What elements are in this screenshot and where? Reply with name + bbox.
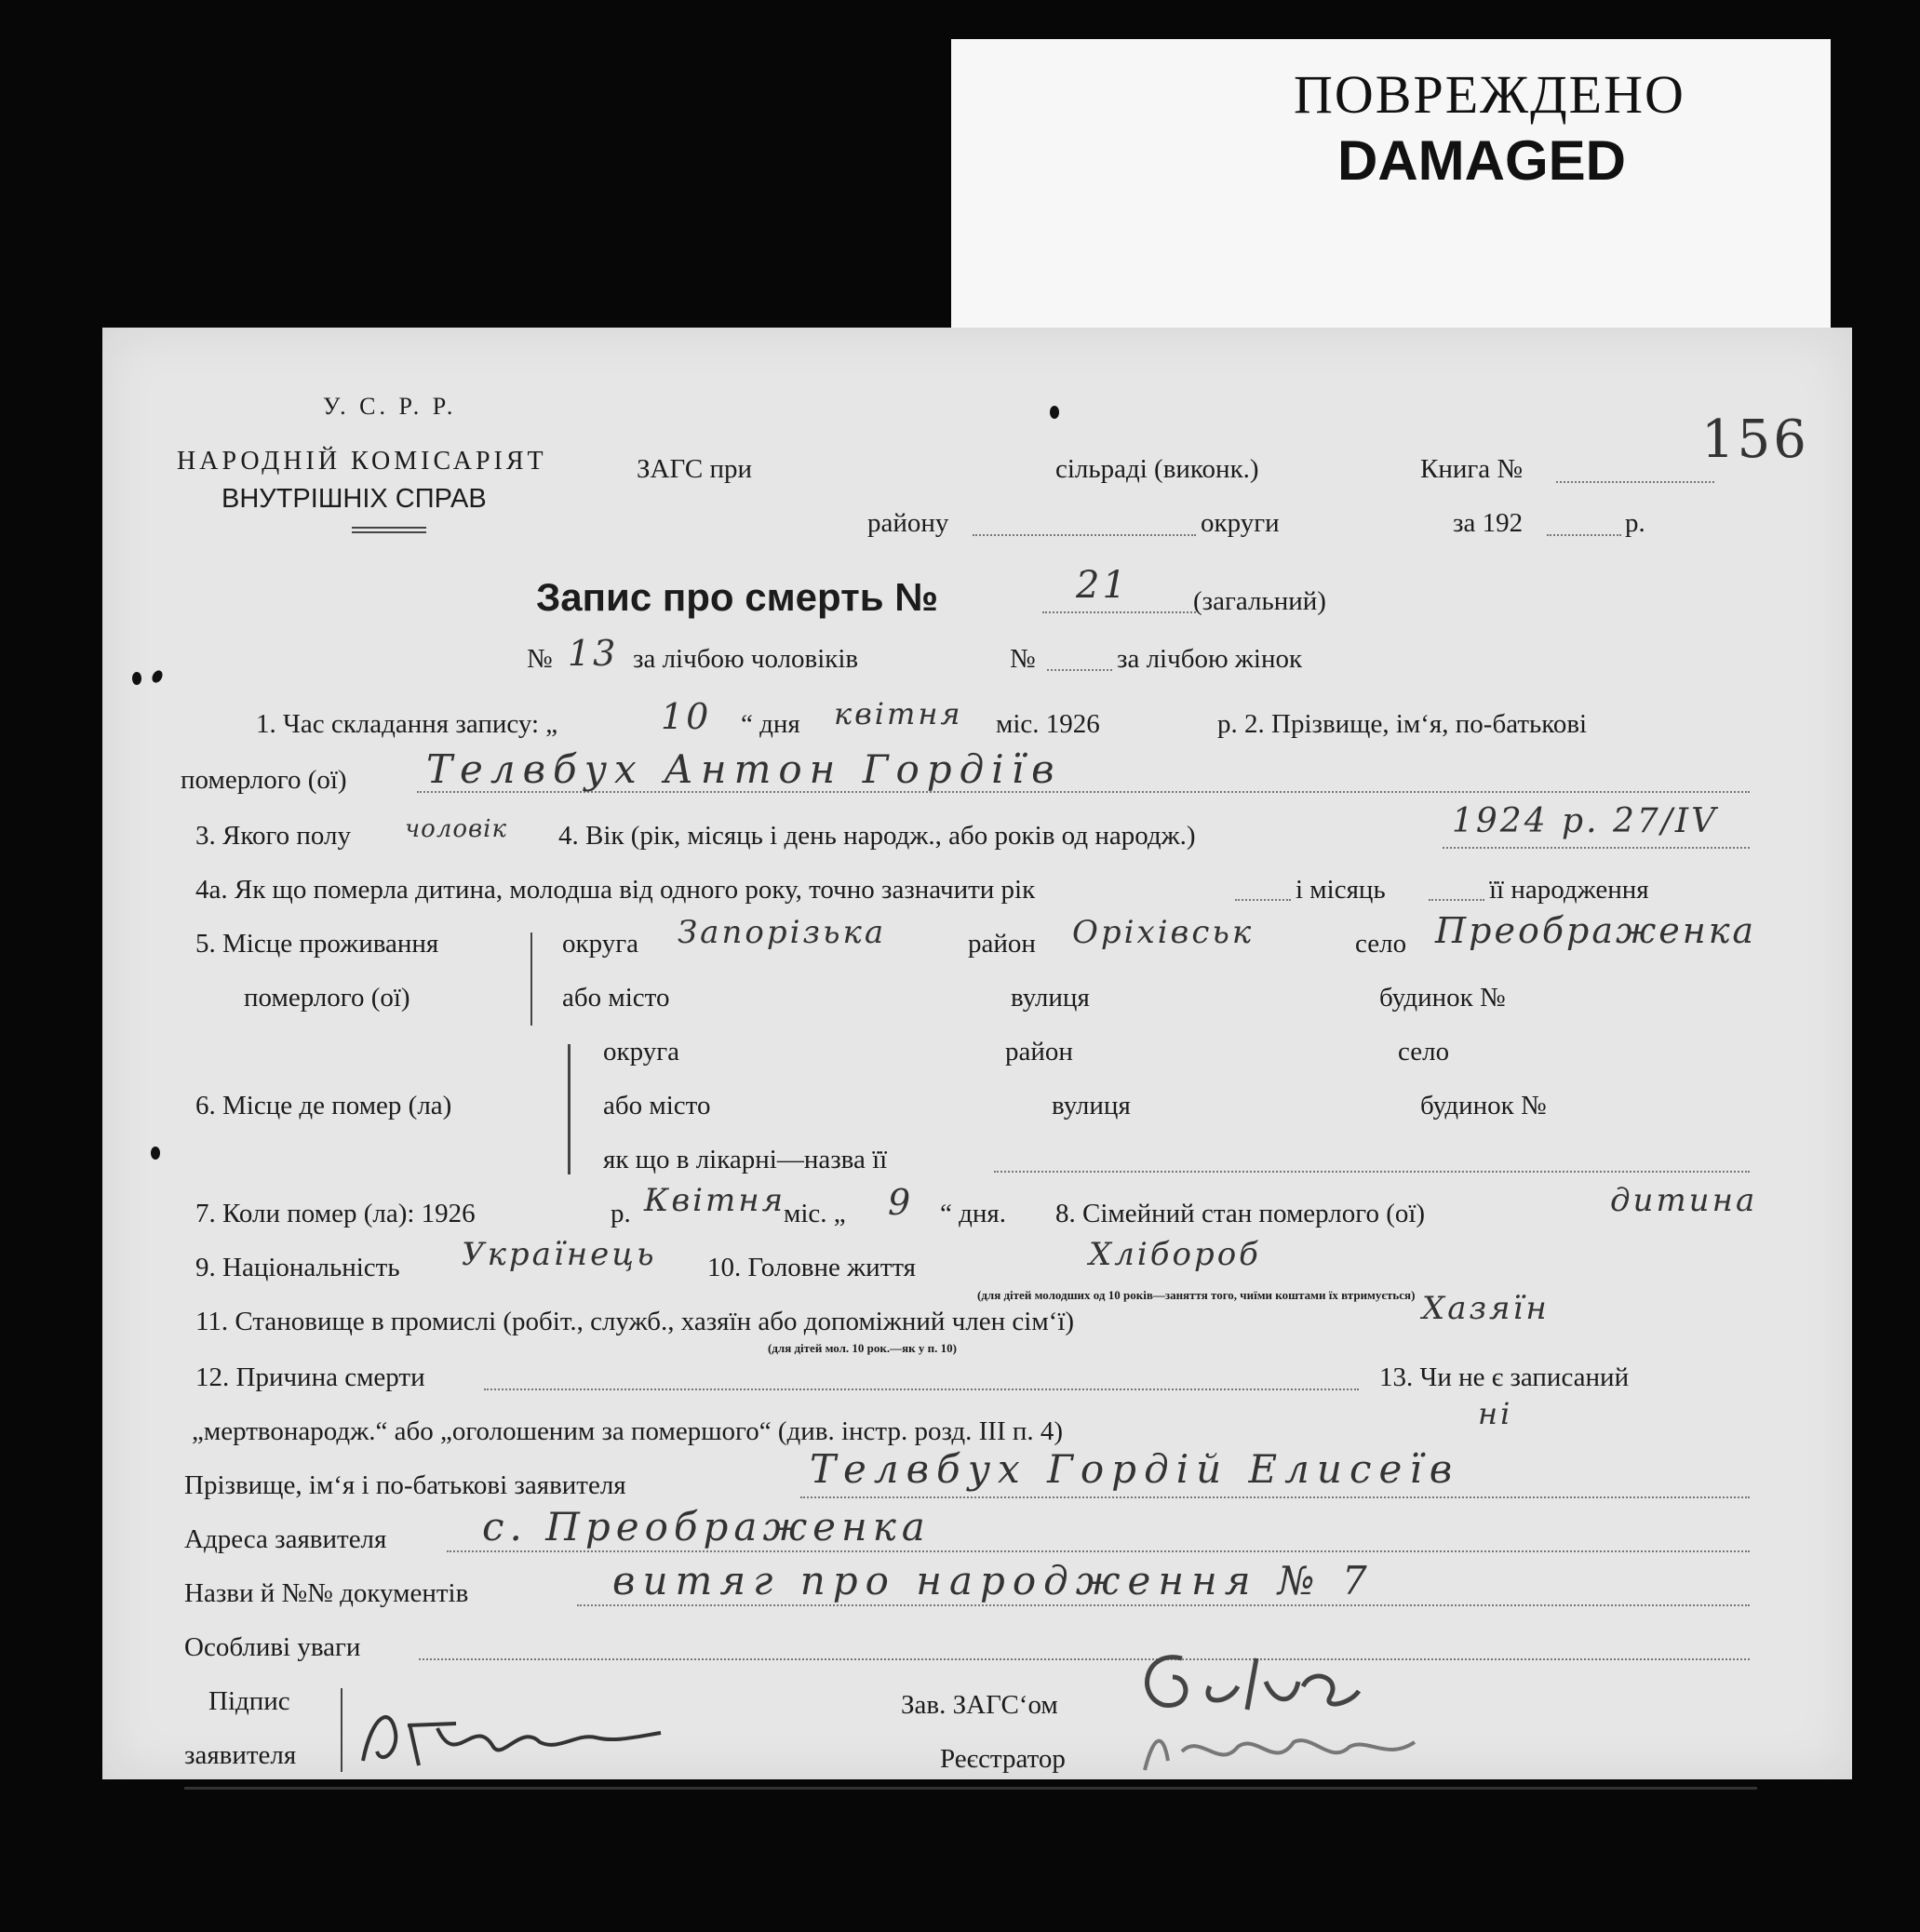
field-6-label: 6. Місце де помер (ла) (195, 1091, 452, 1120)
documents-value: витяг про народження № 7 (612, 1558, 1375, 1603)
zags-head-label: Зав. ЗАГС‘ом (901, 1690, 1058, 1720)
field-5-abo-misto: або місто (562, 983, 670, 1013)
field-6-likarni-line (994, 1171, 1750, 1173)
field-4a-month: і місяць (1296, 875, 1386, 905)
field-6-budynok: будинок № (1420, 1091, 1547, 1120)
field-12-line (484, 1389, 1359, 1390)
field-4a-birth: її народження (1489, 875, 1649, 905)
registrar-signature (1126, 1640, 1443, 1779)
signature-label-2: заявителя (184, 1740, 297, 1770)
header-silradi: сільраді (виконк.) (1055, 454, 1259, 484)
field-5-selo-value: Преображенка (1435, 910, 1757, 951)
header-raion-line (973, 534, 1196, 536)
field-9-label: 9. Національність (195, 1253, 400, 1282)
field-6-likarni: як що в лікарні—назва її (603, 1145, 888, 1174)
field-5-label-2: померлого (ої) (244, 983, 410, 1013)
field-5-okruga: округа (562, 929, 638, 959)
men-count-number: 13 (568, 633, 619, 674)
field-4a-year-line (1235, 899, 1291, 901)
field-11-note: (для дітей мол. 10 рок.—як у п. 10) (768, 1341, 957, 1355)
field-1-month: квітня (834, 696, 963, 731)
declarant-line (800, 1496, 1750, 1498)
signature-label-1: Підпис (208, 1686, 290, 1716)
field-6-raion: район (1005, 1037, 1073, 1067)
declarant-signature (354, 1696, 670, 1779)
field-6-selo: село (1398, 1037, 1450, 1067)
notes-line (419, 1658, 1750, 1660)
header-raion: району (867, 508, 949, 538)
header-zags: ЗАГС при (637, 454, 752, 484)
address-label: Адреса заявителя (184, 1524, 387, 1554)
field-6-okruga: округа (603, 1037, 679, 1067)
field-1-label: 1. Час складання запису: „ (256, 709, 558, 739)
field-7-dnia: “ дня. (940, 1199, 1006, 1228)
address-value: с. Преображенка (482, 1504, 931, 1550)
deceased-label: померлого (ої) (181, 765, 347, 795)
punch-hole (132, 672, 141, 685)
field-7-mis: міс. „ (784, 1199, 846, 1228)
subtitle-women: за лічбою жінок (1117, 644, 1303, 674)
signature-brace (341, 1688, 342, 1772)
record-title-suffix: (загальний) (1193, 586, 1326, 616)
field-11-label: 11. Становище в промислі (робіт., служб., хазяїн або допоміжний член сім‘ї) (195, 1307, 1075, 1336)
notes-label: Особливі уваги (184, 1632, 361, 1662)
subtitle-men: за лічбою чоловіків (633, 644, 859, 674)
field-10-note: (для дітей молодших од 10 років—заняття того, чиїми коштами їх втримується) (977, 1288, 1416, 1302)
women-count-line (1047, 669, 1112, 671)
field-13-cont: „мертвонародж.“ або „оголошеним за помершого“ (див. інстр. розд. III п. 4) (192, 1416, 1064, 1446)
header-okrugy: округи (1201, 508, 1280, 538)
field-8-label: 8. Сімейний стан померлого (ої) (1055, 1199, 1426, 1228)
declarant-label: Прізвище, ім‘я і по-батькові заявителя (184, 1470, 626, 1500)
field-5-selo: село (1355, 929, 1407, 959)
field-12-label: 12. Причина смерти (195, 1362, 425, 1392)
page-number: 156 (1701, 409, 1809, 470)
field-5-raion-value: Оріхівськ (1072, 914, 1255, 951)
field-4-line (1443, 847, 1750, 849)
field-7-month: Квітня (644, 1182, 786, 1219)
header-rule (352, 527, 426, 533)
field-11-value: Хазяїн (1422, 1290, 1550, 1327)
header-r: р. (1625, 508, 1645, 538)
field-6-abo-misto: або місто (603, 1091, 711, 1120)
header-commissariat-1: НАРОДНІЙ КОМІСАРІЯТ (177, 447, 547, 476)
deceased-name: Телвбух Антон Гордіїв (426, 746, 1062, 792)
field-8-value: дитина (1610, 1182, 1758, 1219)
field-10-value: Хлібороб (1089, 1236, 1261, 1273)
death-record-sheet (102, 328, 1852, 1779)
damage-label-ru: ПОВРЕЖДЕНО (1294, 64, 1685, 125)
header-commissariat-2: ВНУТРІШНІХ СПРАВ (222, 484, 487, 514)
subtitle-no: № (527, 644, 553, 674)
field-13-label: 13. Чи не є записаний (1379, 1362, 1630, 1392)
declarant-value: Телвбух Гордій Елисеїв (810, 1446, 1460, 1492)
subtitle-no2: № (1010, 644, 1036, 674)
bottom-rule (184, 1787, 1757, 1790)
punch-hole (150, 668, 165, 684)
field-4-age: 1924 р. 27/IV (1452, 802, 1719, 840)
documents-line (577, 1604, 1750, 1606)
field-6-vulytsia: вулиця (1052, 1091, 1131, 1120)
field-13-value: ні (1478, 1396, 1513, 1431)
field-5-vulytsia: вулиця (1011, 983, 1090, 1013)
field-1-mid: “ дня (741, 709, 800, 739)
header-za192: за 192 (1453, 508, 1524, 538)
field-3-sex: чоловік (405, 815, 508, 843)
field-4-label: 4. Вік (рік, місяць і день народж., або років од народж.) (558, 821, 1196, 851)
documents-label: Назви й №№ документів (184, 1578, 469, 1608)
field-5-budynok: будинок № (1379, 983, 1506, 1013)
address-line (447, 1550, 1750, 1552)
header-ussr: У. С. Р. Р. (323, 393, 457, 420)
field-10-label: 10. Головне життя (707, 1253, 916, 1282)
field-4a-label: 4а. Як що померла дитина, молодша від одного року, точно зазначити рік (195, 875, 1036, 905)
field-1-year: міс. 1926 (996, 709, 1100, 739)
field-5-label: 5. Місце проживання (195, 929, 439, 959)
header-book: Книга № (1420, 454, 1524, 484)
field-7-day: 9 (888, 1182, 914, 1223)
punch-hole (151, 1147, 160, 1160)
punch-hole (1050, 406, 1059, 419)
field-1-day: 10 (661, 696, 712, 737)
field-5-raion: район (968, 929, 1036, 959)
field-9-value: Українець (462, 1236, 657, 1273)
field-7-label: 7. Коли помер (ла): 1926 (195, 1199, 476, 1228)
record-number-line (1042, 611, 1196, 613)
field-5-okruga-value: Запорізька (678, 914, 887, 951)
damage-label-en: DAMAGED (1337, 129, 1626, 192)
record-number: 21 (1076, 564, 1129, 607)
field-2-label: р. 2. Прізвище, ім‘я, по-батькові (1217, 709, 1588, 739)
record-title: Запис про смерть № (536, 575, 938, 619)
field-6-brace (568, 1044, 571, 1174)
field-4a-month-line (1429, 899, 1484, 901)
field-5-brace (530, 932, 532, 1026)
field-7-r: р. (611, 1199, 631, 1228)
header-year-line (1547, 534, 1621, 536)
field-3-label: 3. Якого полу (195, 821, 351, 851)
header-book-line (1556, 481, 1714, 483)
registrar-label: Реєстратор (940, 1744, 1066, 1774)
